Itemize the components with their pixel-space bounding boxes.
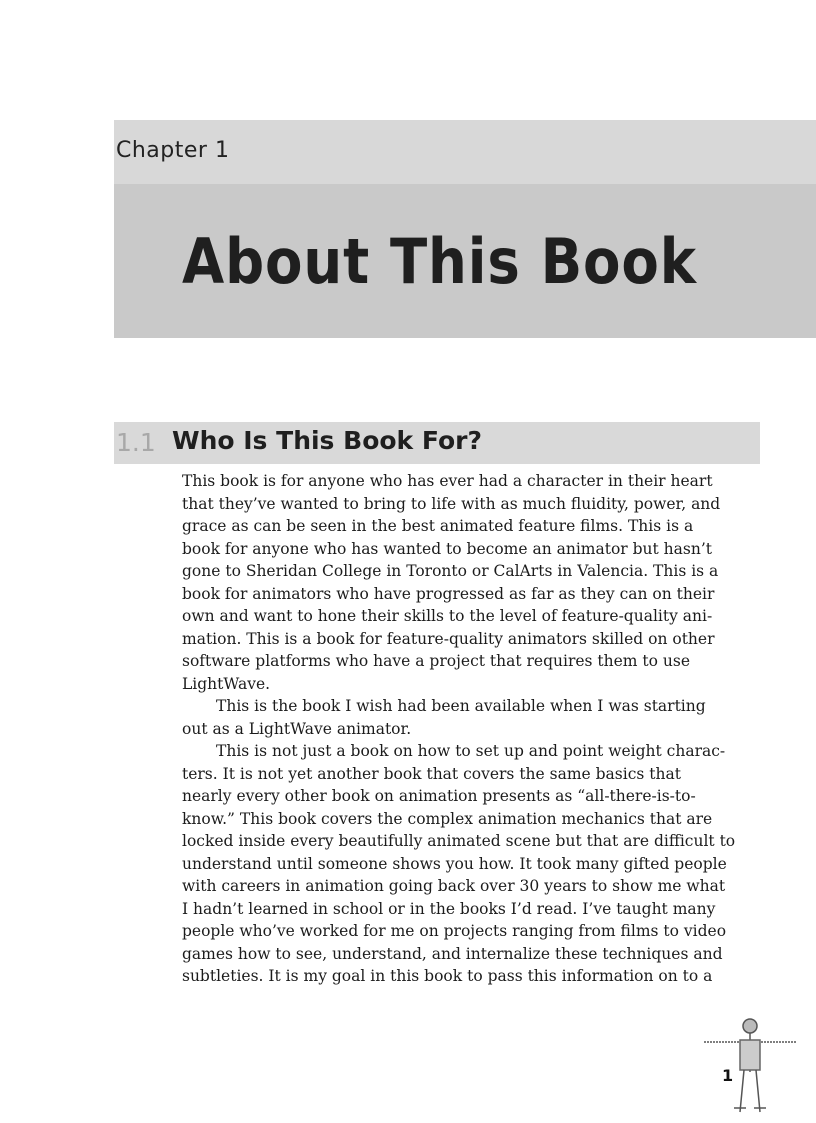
text-line: This is not just a book on how to set up and point weight charac- bbox=[216, 742, 726, 760]
page-number: 1 bbox=[722, 1066, 734, 1085]
text-line: that they’ve wanted to bring to life with as much fluidity, power, and bbox=[182, 494, 721, 513]
section-title: Who Is This Book For? bbox=[172, 426, 482, 455]
chapter-label: Chapter 1 bbox=[116, 138, 230, 163]
text-line: out as a LightWave animator. bbox=[182, 719, 412, 738]
paragraph-1 bbox=[182, 470, 760, 695]
text-line: people who’ve worked for me on projects ranging from films to video bbox=[182, 922, 727, 940]
text-line: games how to see, understand, and internalize these techniques and bbox=[182, 944, 723, 963]
text-line: know.” This book covers the complex animation mechanics that are bbox=[182, 809, 713, 828]
text-line: nearly every other book on animation presents as “all-there-is-to- bbox=[182, 787, 696, 805]
text-line: own and want to hone their skills to the level of feature-quality ani- bbox=[182, 607, 713, 625]
text-line: gone to Sheridan College in Toronto or CalArts in Valencia. This is a bbox=[182, 562, 719, 580]
text-line: book for anyone who has wanted to become an animator but hasn’t bbox=[182, 539, 712, 558]
chapter-title: About This Book bbox=[182, 225, 697, 298]
body-text bbox=[182, 470, 760, 988]
text-line: This book is for anyone who has ever had a character in their heart bbox=[182, 472, 713, 490]
paragraph-3 bbox=[182, 740, 760, 988]
text-line: This is the book I wish had been available when I was starting bbox=[216, 697, 706, 715]
text-line: locked inside every beautifully animated scene but that are difficult to bbox=[182, 832, 736, 850]
text-line: ters. It is not yet another book that covers the same basics that bbox=[182, 764, 681, 783]
text-line: grace as can be seen in the best animated feature films. This is a bbox=[182, 517, 694, 535]
text-line: subtleties. It is my goal in this book to pass this information on to a bbox=[182, 967, 713, 985]
text-line: LightWave. bbox=[182, 674, 271, 693]
paragraph-2 bbox=[182, 695, 760, 740]
character-skeleton-icon bbox=[700, 1012, 800, 1114]
text-line: book for animators who have progressed as far as they can on their bbox=[182, 584, 715, 603]
text-line: software platforms who have a project that requires them to use bbox=[182, 652, 691, 670]
text-line: understand until someone shows you how. It took many gifted people bbox=[182, 854, 727, 873]
text-line: mation. This is a book for feature-quality animators skilled on other bbox=[182, 629, 715, 648]
section-number: 1.1 bbox=[116, 428, 156, 457]
text-line: with careers in animation going back over 30 years to show me what bbox=[182, 877, 726, 895]
text-line: I hadn’t learned in school or in the books I’d read. I’ve taught many bbox=[182, 899, 716, 918]
